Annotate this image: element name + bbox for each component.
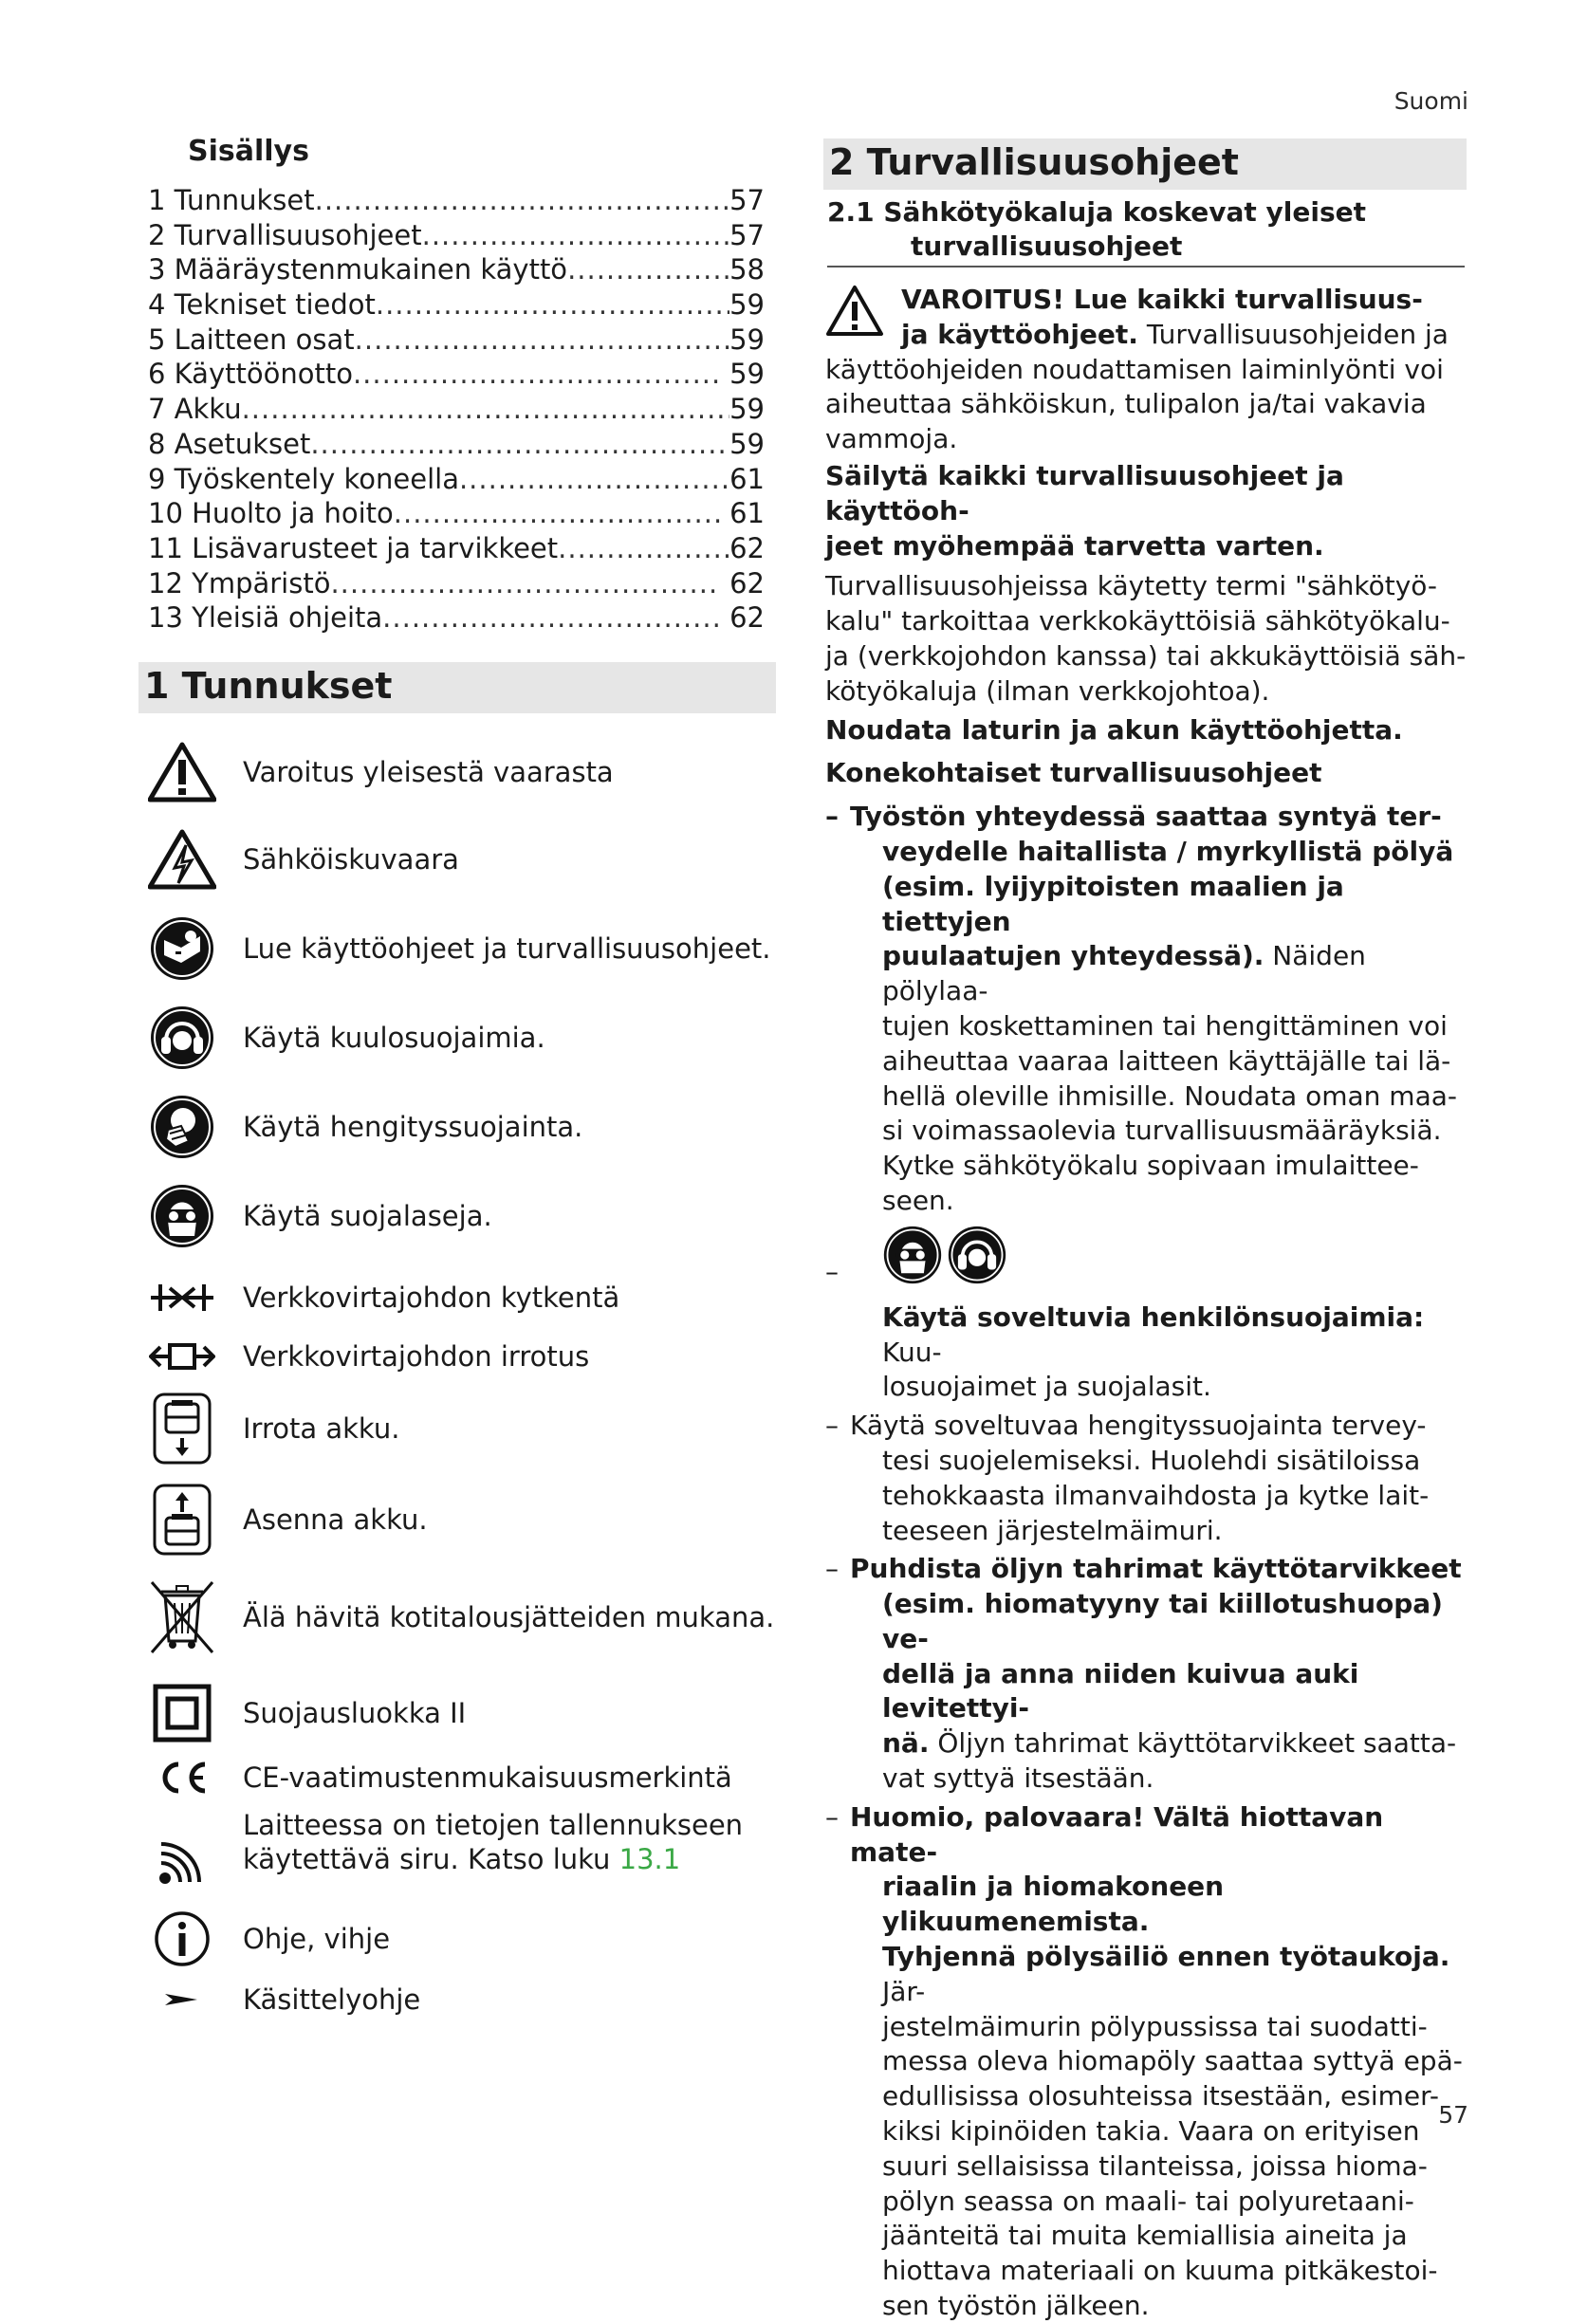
text-line: ja (verkkojohdon kanssa) tai akkukäyttöisiä säh- [825, 639, 1467, 672]
toc-entry[interactable] [148, 288, 765, 323]
text-line: seen. [882, 1184, 954, 1216]
text-line: käyttöohjeiden noudattamisen laiminlyönti voi [825, 353, 1444, 385]
toc-entry[interactable] [148, 532, 765, 567]
text-line: hiottava materiaali on kuuma pitkäkestoi- [882, 2255, 1438, 2287]
symbol-row [148, 1004, 545, 1072]
bullet-item [825, 1552, 1470, 1797]
symbol-label: Ohje, vihje [243, 1923, 391, 1955]
toc-leader-dots [422, 219, 729, 251]
symbol-label: Käytä kuulosuojaimia. [243, 1022, 545, 1054]
warning-block [825, 283, 1470, 353]
text-fragment: Öljyn tahrimat käyttötarvikkeet saatta- [929, 1727, 1457, 1760]
toc-entry-page: 59 [729, 323, 765, 356]
machine-specific-heading: Konekohtaiset turvallisuusohjeet [825, 757, 1322, 789]
text-line [882, 939, 1470, 1009]
toc-entry-label: 11 Lisävarusteet ja tarvikkeet [148, 531, 559, 564]
toc-entry-label: 6 Käyttöönotto [148, 358, 353, 391]
toc-entry-page: 57 [729, 218, 765, 251]
toc-leader-dots [330, 567, 720, 599]
text-line: si voimassaolevia turvallisuusmääräyksiä. [882, 1115, 1442, 1147]
toc-entry[interactable] [148, 184, 765, 219]
text-line: aiheuttaa sähköiskun, tulipalon ja/tai vakavia [825, 388, 1427, 420]
bold-fragment: puulaatujen yhteydessä). [882, 940, 1264, 972]
text-fragment: Jär- [882, 1975, 926, 2007]
text-line: dellä ja anna niiden kuivua auki levitettyi- [882, 1657, 1359, 1725]
symbol-row [148, 1905, 391, 1973]
text-line: riaalin ja hiomakoneen ylikuumenemista. [882, 1871, 1225, 1938]
symbol-label: Lue käyttöohjeet ja turvallisuusohjeet. [243, 932, 771, 965]
chip-label-line1: Laitteessa on tietojen tallennukseen [243, 1809, 744, 1841]
toc-entry[interactable] [148, 567, 765, 602]
text-line: Kytke sähkötyökalu sopivaan imulaittee- [882, 1150, 1419, 1182]
toc-entry[interactable] [148, 393, 765, 428]
toc-entry-label: 3 Määräystenmukainen käyttö [148, 253, 568, 286]
warning-icon [825, 285, 884, 338]
toc-entry-label: 12 Ympäristö [148, 566, 331, 599]
symbol-row [148, 1322, 590, 1391]
symbol-row [148, 1578, 775, 1656]
toc-leader-dots [567, 253, 729, 286]
toc-entry-label: 8 Asetukset [148, 427, 311, 460]
symbol-row [148, 1182, 492, 1250]
symbol-label: Suojausluokka II [243, 1697, 467, 1729]
toc-entry-page: 61 [729, 462, 765, 495]
charger-note: Noudata laturin ja akun käyttöohjetta. [825, 713, 1403, 746]
symbol-label: Sähköiskuvaara [243, 843, 459, 876]
battery-remove-icon [148, 1393, 216, 1465]
toc-entry[interactable] [148, 219, 765, 254]
text-line: jeet myöhempää tarvetta varten. [825, 529, 1324, 562]
text-fragment: Näiden pölylaa- [882, 940, 1366, 1007]
toc-leader-dots [558, 532, 729, 564]
bullet-dash: – [825, 1255, 839, 1287]
symbol-row [148, 1093, 583, 1161]
ear-protection-icon [148, 1004, 216, 1072]
toc-leader-dots [394, 497, 721, 529]
page-number: 57 [1438, 2101, 1468, 2129]
toc-entry-page: 62 [729, 531, 765, 564]
text-line: Säilytä kaikki turvallisuusohjeet ja käyttöoh- [825, 459, 1344, 526]
symbol-row [148, 1981, 421, 2019]
toc-entry-label: 7 Akku [148, 393, 242, 426]
instruction-arrow-icon [148, 1981, 216, 2019]
toc-entry-page: 61 [720, 497, 765, 530]
toc-entry[interactable] [148, 463, 765, 498]
text-line: (esim. lyijypitoisten maalien ja tiettyjen [882, 870, 1344, 937]
toc-leader-dots [315, 184, 729, 216]
text-line: veydelle haitallista / myrkyllistä pölyä [882, 835, 1454, 867]
toc-entry-label: 13 Yleisiä ohjeita [148, 601, 383, 635]
text-line: hellä oleville ihmisille. Noudata oman maa- [882, 1079, 1457, 1112]
toc-entry-page: 58 [729, 253, 765, 286]
weee-bin-icon [148, 1578, 216, 1656]
symbol-label: Käytä hengityssuojainta. [243, 1111, 583, 1143]
text-line: aiheuttaa vaaraa laitteen käyttäjälle tai lä- [882, 1044, 1451, 1077]
text-line: kiksi kipinöiden takia. Vaara on erityisen [882, 2115, 1420, 2148]
toc-leader-dots [376, 288, 729, 321]
warning-triangle-icon [148, 738, 216, 806]
safety-goggles-icon [148, 1182, 216, 1250]
subsection-line1: 2.1 Sähkötyökaluja koskevat yleiset [827, 196, 1366, 228]
toc-entry-page: 59 [729, 288, 765, 322]
toc-entry-page: 59 [720, 358, 765, 391]
symbol-label: Käsittelyohje [243, 1983, 421, 2016]
toc-entry-label: 10 Huolto ja hoito [148, 497, 394, 530]
toc-entry-page: 62 [720, 601, 765, 635]
toc-entry[interactable] [148, 428, 765, 463]
electric-shock-icon [148, 825, 216, 894]
section-1-heading: 1 Tunnukset [138, 662, 776, 713]
toc-entry-label: 5 Laitteen osat [148, 323, 355, 356]
toc-entry[interactable] [148, 323, 765, 359]
bullet-dash: – [825, 1800, 839, 1833]
warning-text: Turvallisuusohjeiden ja [1137, 318, 1449, 350]
toc-entry-page: 59 [729, 393, 765, 426]
symbol-row [148, 738, 614, 806]
warning-title-end: ja käyttöohjeet. [901, 318, 1138, 350]
battery-insert-icon [148, 1484, 216, 1556]
read-manual-icon [148, 914, 216, 983]
section-2-heading: 2 Turvallisuusohjeet [823, 138, 1467, 190]
toc-entry[interactable] [148, 601, 765, 636]
toc-entry[interactable] [148, 358, 765, 393]
toc-entry[interactable] [148, 497, 765, 532]
language-label: Suomi [1394, 87, 1468, 115]
keep-instructions [825, 459, 1470, 563]
subsection-line2: turvallisuusohjeet [911, 231, 1183, 262]
text-line: messa oleva hiomapöly saattaa syttyä epä- [882, 2045, 1463, 2077]
text-line: jestelmäimurin pölypussissa tai suodatti- [882, 2010, 1428, 2042]
text-fragment: Kuu- [882, 1336, 942, 1368]
text-line [882, 1726, 1470, 1761]
text-line: suuri sellaisissa tilanteissa, joissa hioma- [882, 2149, 1428, 2182]
bold-fragment: Käytä soveltuvia henkilönsuojaimia: [882, 1300, 1425, 1333]
text-line: tesi suojelemiseksi. Huolehdi sisätiloissa [882, 1444, 1421, 1476]
bold-fragment: nä. [882, 1727, 930, 1760]
toc-entry-page: 59 [729, 427, 765, 460]
plug-disconnect-icon [148, 1322, 216, 1391]
symbol-label: Irrota akku. [243, 1412, 400, 1445]
toc-leader-dots [242, 393, 730, 425]
symbol-label: Verkkovirtajohdon kytkentä [243, 1282, 620, 1314]
text-line: Käytä soveltuvaa hengityssuojainta tervey- [850, 1410, 1427, 1442]
chapter-link[interactable]: 13.1 [618, 1843, 681, 1875]
toc-entry-label: 1 Tunnukset [148, 184, 315, 216]
ppe-text [825, 1300, 1470, 1405]
toc-leader-dots [310, 428, 729, 460]
text-line: pölyn seassa on maali- tai polyuretaani- [882, 2185, 1414, 2217]
symbol-label: Varoitus yleisestä vaarasta [243, 756, 614, 788]
text-line: teeseen järjestelmäimuri. [882, 1514, 1223, 1546]
text-line: sen työstön jälkeen. [882, 2290, 1150, 2322]
safety-goggles-icon [882, 1225, 943, 1285]
bullet-item [825, 800, 1470, 1219]
chip-label-text: käytettävä siru. Katso luku [243, 1843, 619, 1875]
text-line: kötyökaluja (ilman verkkojohtoa). [825, 674, 1270, 707]
toc-entry-label: 9 Työskentely koneella [148, 462, 459, 495]
text-line: kalu" tarkoittaa verkkokäyttöisiä sähkötyökalu- [825, 605, 1450, 637]
toc-leader-dots [382, 601, 721, 634]
symbol-row [148, 1809, 744, 1895]
symbol-row [148, 1484, 428, 1556]
info-icon [148, 1905, 216, 1973]
text-line: tehokkaasta ilmanvaihdosta ja kytke lait- [882, 1479, 1430, 1511]
subsection-2-1-heading [827, 195, 1465, 267]
symbol-row [148, 1393, 400, 1465]
text-line: Työstön yhteydessä saattaa syntyä ter- [850, 801, 1442, 833]
toc-entry[interactable] [148, 253, 765, 288]
toc-entry-label: 2 Turvallisuusohjeet [148, 218, 422, 251]
symbol-label-chip [243, 1808, 743, 1876]
symbol-row [148, 914, 771, 983]
bullet-item [825, 1800, 1470, 2324]
symbol-label: Verkkovirtajohdon irrotus [243, 1340, 590, 1373]
symbol-label: Älä hävitä kotitalousjätteiden mukana. [243, 1601, 775, 1633]
ce-mark-icon [148, 1743, 216, 1812]
bold-fragment: Tyhjennä pölysäiliö ennen työtaukoja. [882, 1941, 1450, 1973]
term-definition [825, 569, 1470, 709]
symbol-label: CE-vaatimustenmukaisuusmerkintä [243, 1761, 732, 1794]
toc-leader-dots [459, 463, 729, 495]
bullet-dash: – [825, 1553, 839, 1585]
toc-entry-page: 57 [729, 184, 765, 216]
text-line: jäänteitä tai muita kemiallisia aineita ja [882, 2220, 1408, 2252]
text-line: vammoja. [825, 423, 958, 455]
text-line: tujen koskettaminen tai hengittäminen voi [882, 1009, 1448, 1042]
rfid-chip-icon [148, 1827, 216, 1895]
toc-entry-page: 62 [720, 566, 765, 599]
text-line: (esim. hiomatyyny tai kiillotushuopa) ve- [882, 1588, 1443, 1654]
text-line [882, 1940, 1470, 2010]
bullet-item [825, 1409, 1470, 1548]
toc-title: Sisällys [188, 135, 309, 168]
text-line: edullisissa olosuhteissa itsestään, esimer- [882, 2080, 1439, 2112]
safety-text [825, 279, 1470, 2324]
symbol-label: Käytä suojalaseja. [243, 1200, 492, 1232]
symbol-label: Asenna akku. [243, 1503, 428, 1536]
table-of-contents [148, 184, 765, 636]
text-line: vat syttyä itsestään. [882, 1762, 1154, 1795]
protection-class-2-icon [148, 1679, 216, 1747]
bullet-item-ppe-icons [825, 1225, 1470, 1293]
symbol-row [148, 825, 459, 894]
toc-leader-dots [355, 323, 729, 356]
warning-body [825, 353, 1470, 457]
symbol-row [148, 1743, 732, 1812]
toc-entry-label: 4 Tekniset tiedot [148, 288, 376, 322]
chip-label-line2 [243, 1842, 743, 1876]
respirator-icon [148, 1093, 216, 1161]
warning-line2 [901, 318, 1470, 353]
text-line: Turvallisuusohjeissa käytetty termi "sähkötyö- [825, 570, 1438, 602]
bullet-dash: – [825, 1410, 839, 1442]
text-line: Huomio, palovaara! Vältä hiottavan mate- [850, 1800, 1384, 1868]
text-line: Puhdista öljyn tahrimat käyttötarvikkeet [850, 1553, 1462, 1585]
toc-leader-dots [353, 358, 721, 390]
ear-protection-icon [947, 1225, 1007, 1285]
symbol-row [148, 1679, 467, 1747]
text-line [882, 1300, 1470, 1371]
text-line: losuojaimet ja suojalasit. [882, 1371, 1211, 1403]
bullet-dash: – [825, 801, 839, 833]
warning-title: VAROITUS! Lue kaikki turvallisuus- [901, 284, 1423, 315]
